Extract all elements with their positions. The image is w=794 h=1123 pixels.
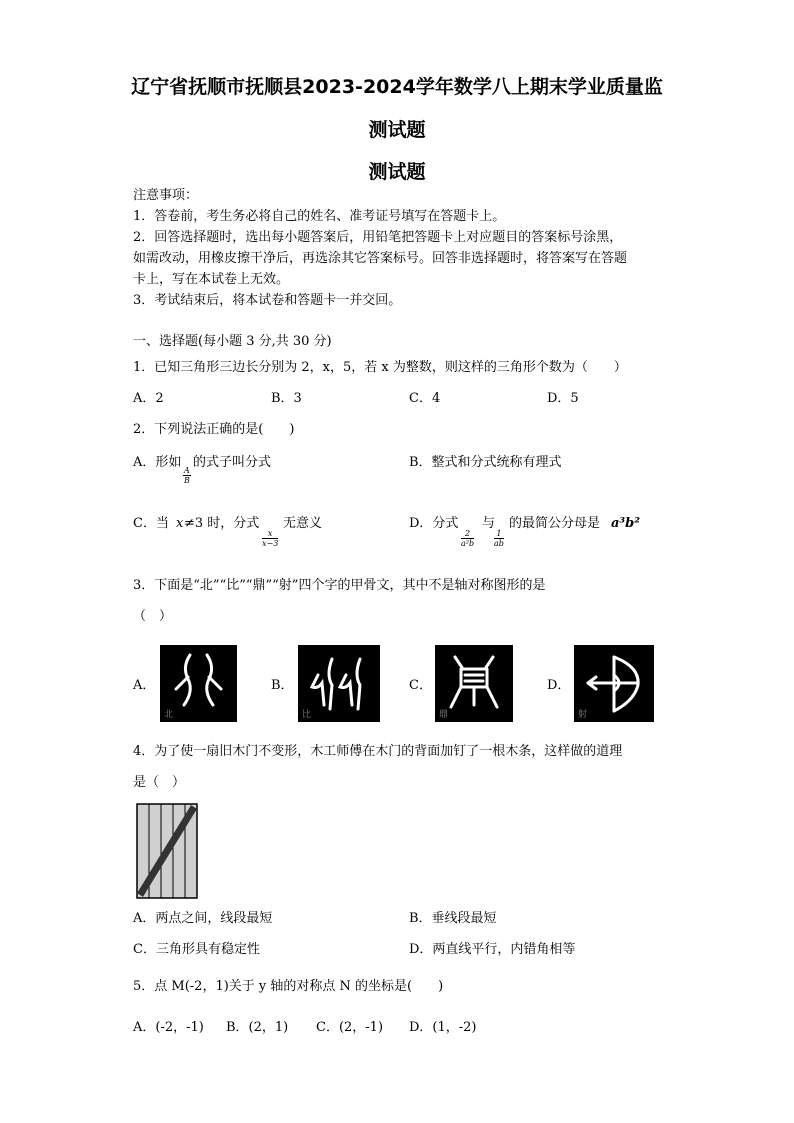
fraction-numerator: 2	[461, 529, 474, 539]
oracle-she-image	[574, 645, 654, 722]
wooden-door-diagram	[136, 803, 198, 899]
q2-option-a-fraction	[183, 466, 191, 485]
q2-option-c-suffix: 无意义	[283, 516, 323, 531]
q1-option-d: D．5	[547, 391, 579, 406]
q2-option-c-variable: x	[176, 516, 184, 531]
fraction-denominator: B	[183, 476, 190, 485]
notice-item-3: 3．考试结束后，将本试卷和答题卡一并交回。	[133, 293, 402, 308]
exam-title-line1: 辽宁省抚顺市抚顺县2023-2024学年数学八上期末学业质量监	[131, 76, 663, 98]
q3-option-d-label: D．	[547, 678, 571, 693]
q4-stem-line1: 4．为了使一扇旧木门不变形，木工师傅在木门的背面加钉了一根木条，这样做的道理	[133, 744, 623, 759]
notice-item-2a: 2．回答选择题时，选出每小题答案后，用铅笔把答题卡上对应题目的答案标号涂黑，	[133, 230, 623, 245]
q2-option-d-fraction-1	[461, 529, 474, 548]
q3-option-a-label: A．	[133, 678, 156, 693]
q2-option-d-prefix: D．分式	[409, 516, 459, 531]
q4-option-b: B．垂线段最短	[409, 911, 497, 926]
q5-option-c: C．(2，-1)	[316, 1020, 384, 1035]
q3-stem-line1: 3．下面是“北”“比”“鼎”“射”四个字的甲骨文，其中不是轴对称图形的是	[133, 578, 546, 593]
q2-option-d-fraction-2	[494, 529, 504, 548]
notice-header: 注意事项：	[133, 188, 199, 203]
q3-stem-line2: （ ）	[133, 609, 173, 624]
fraction-numerator: 1	[494, 529, 504, 539]
oracle-ding-image	[435, 645, 513, 722]
glyph-caption: 北	[164, 710, 174, 720]
fraction-numerator: x	[262, 529, 278, 539]
oracle-bei-image	[160, 645, 237, 722]
glyph-caption: 鼎	[439, 710, 449, 720]
q4-stem-line2: 是（ ）	[133, 775, 186, 790]
q1-option-a: A．2	[133, 391, 164, 406]
q2-option-a-suffix: 的式子叫分式	[193, 455, 272, 470]
q4-option-a: A．两点之间，线段最短	[133, 911, 273, 926]
q5-option-d: D．(1，-2)	[409, 1020, 477, 1035]
q1-option-c: C．4	[409, 391, 441, 406]
q2-option-d-mid: 与	[482, 516, 496, 531]
section-heading: 一、选择题(每小题 3 分,共 30 分)	[133, 334, 332, 349]
fraction-numerator: A	[184, 466, 190, 475]
notice-item-2b: 如需改动，用橡皮擦干净后，再选涂其它答案标号。回答非选择题时，将答案写在答题	[133, 251, 628, 266]
glyph-caption: 射	[578, 710, 588, 720]
q2-stem: 2．下列说法正确的是( )	[133, 422, 295, 437]
fraction-denominator: ab	[494, 539, 504, 548]
fraction-denominator: a²b	[461, 539, 475, 548]
q5-option-b: B．(2，1)	[226, 1020, 289, 1035]
q3-option-c-label: C．	[409, 678, 432, 693]
q4-option-c: C．三角形具有稳定性	[133, 942, 260, 957]
q2-option-d-expression: a³b²	[611, 516, 640, 531]
q2-option-a-prefix: A．形如	[133, 455, 182, 470]
q2-option-d-suffix: 的最简公分母是	[509, 516, 601, 531]
q2-option-b: B．整式和分式统称有理式	[409, 455, 562, 470]
notice-item-2c: 卡上，写在本试卷上无效。	[133, 272, 290, 287]
notice-item-1: 1．答卷前，考生务必将自己的姓名、准考证号填写在答题卡上。	[133, 209, 506, 224]
exam-subtitle: 测试题	[368, 161, 426, 183]
q1-option-b: B．3	[271, 391, 302, 406]
exam-title-line2: 测试题	[368, 119, 426, 141]
q5-stem: 5．点 M(-2，1)关于 y 轴的对称点 N 的坐标是( )	[133, 979, 444, 994]
glyph-caption: 比	[302, 710, 312, 720]
fraction-denominator: x−3	[262, 539, 279, 548]
q4-option-d: D．两直线平行，内错角相等	[409, 942, 576, 957]
q1-stem: 1．已知三角形三边长分别为 2，x，5，若 x 为整数，则这样的三角形个数为（ ）	[133, 360, 627, 375]
q2-option-c-prefix: C．当	[133, 516, 169, 531]
oracle-bi-image	[298, 645, 380, 722]
q5-option-a: A．(-2，-1)	[133, 1020, 204, 1035]
q2-option-c-fraction	[262, 529, 278, 548]
q3-option-b-label: B．	[271, 678, 294, 693]
q2-option-c-condition: ≠3 时，分式	[184, 516, 260, 531]
